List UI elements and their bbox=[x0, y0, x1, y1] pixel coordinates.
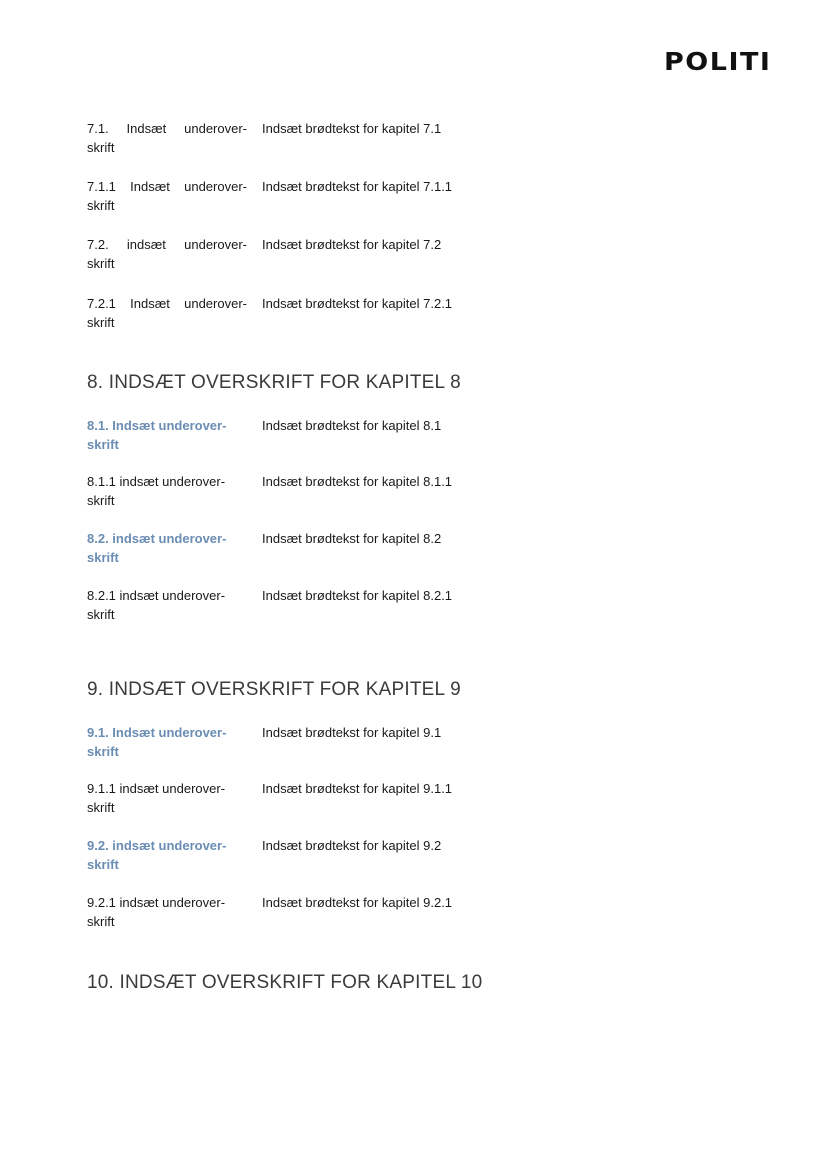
subsection-row bbox=[87, 472, 507, 510]
body-text: Indsæt brødtekst for kapitel 8.1.1 bbox=[262, 474, 453, 489]
subsection-heading: 7.2.1 Indsæt underover- skrift bbox=[87, 296, 247, 330]
subsection-row bbox=[87, 235, 507, 273]
body-text: Indsæt brødtekst for kapitel 7.1 bbox=[262, 121, 442, 136]
subsection-row bbox=[87, 586, 507, 624]
subsection-heading: 7.2. indsæt underover- skrift bbox=[87, 237, 247, 271]
body-text: Indsæt brødtekst for kapitel 7.1.1 bbox=[262, 179, 453, 194]
body-text: Indsæt brødtekst for kapitel 8.1 bbox=[262, 418, 442, 433]
chapter-heading-8: 8. INDSÆT OVERSKRIFT FOR KAPITEL 8 bbox=[87, 372, 461, 393]
subsection-heading: 8.2. indsæt underover- skrift bbox=[87, 531, 227, 565]
chapter-heading-10: 10. INDSÆT OVERSKRIFT FOR KAPITEL 10 bbox=[87, 972, 483, 993]
subsection-row bbox=[87, 416, 507, 454]
subsection-row bbox=[87, 177, 507, 215]
body-text: Indsæt brødtekst for kapitel 9.2 bbox=[262, 838, 442, 853]
subsection-heading: 8.1.1 indsæt underover- skrift bbox=[87, 474, 226, 508]
body-text: Indsæt brødtekst for kapitel 7.2.1 bbox=[262, 296, 453, 311]
subsection-row bbox=[87, 893, 507, 931]
body-text: Indsæt brødtekst for kapitel 9.1 bbox=[262, 725, 442, 740]
body-text: Indsæt brødtekst for kapitel 7.2 bbox=[262, 237, 442, 252]
subsection-row bbox=[87, 119, 507, 157]
subsection-heading: 9.1. Indsæt underover- skrift bbox=[87, 725, 227, 759]
subsection-heading: 9.1.1 indsæt underover- skrift bbox=[87, 781, 226, 815]
body-text: Indsæt brødtekst for kapitel 9.2.1 bbox=[262, 895, 453, 910]
subsection-row bbox=[87, 294, 507, 332]
subsection-row bbox=[87, 836, 507, 874]
politi-logo: POLITI bbox=[664, 48, 772, 77]
subsection-heading: 9.2. indsæt underover- skrift bbox=[87, 838, 227, 872]
subsection-heading: 7.1. Indsæt underover- skrift bbox=[87, 121, 247, 155]
body-text: Indsæt brødtekst for kapitel 9.1.1 bbox=[262, 781, 453, 796]
subsection-row bbox=[87, 723, 507, 761]
chapter-heading-9: 9. INDSÆT OVERSKRIFT FOR KAPITEL 9 bbox=[87, 679, 461, 700]
subsection-row bbox=[87, 779, 507, 817]
body-text: Indsæt brødtekst for kapitel 8.2 bbox=[262, 531, 442, 546]
subsection-heading: 7.1.1 Indsæt underover- skrift bbox=[87, 179, 247, 213]
body-text: Indsæt brødtekst for kapitel 8.2.1 bbox=[262, 588, 453, 603]
subsection-row bbox=[87, 529, 507, 567]
subsection-heading: 8.1. Indsæt underover- skrift bbox=[87, 418, 227, 452]
subsection-heading: 9.2.1 indsæt underover- skrift bbox=[87, 895, 226, 929]
subsection-heading: 8.2.1 indsæt underover- skrift bbox=[87, 588, 226, 622]
